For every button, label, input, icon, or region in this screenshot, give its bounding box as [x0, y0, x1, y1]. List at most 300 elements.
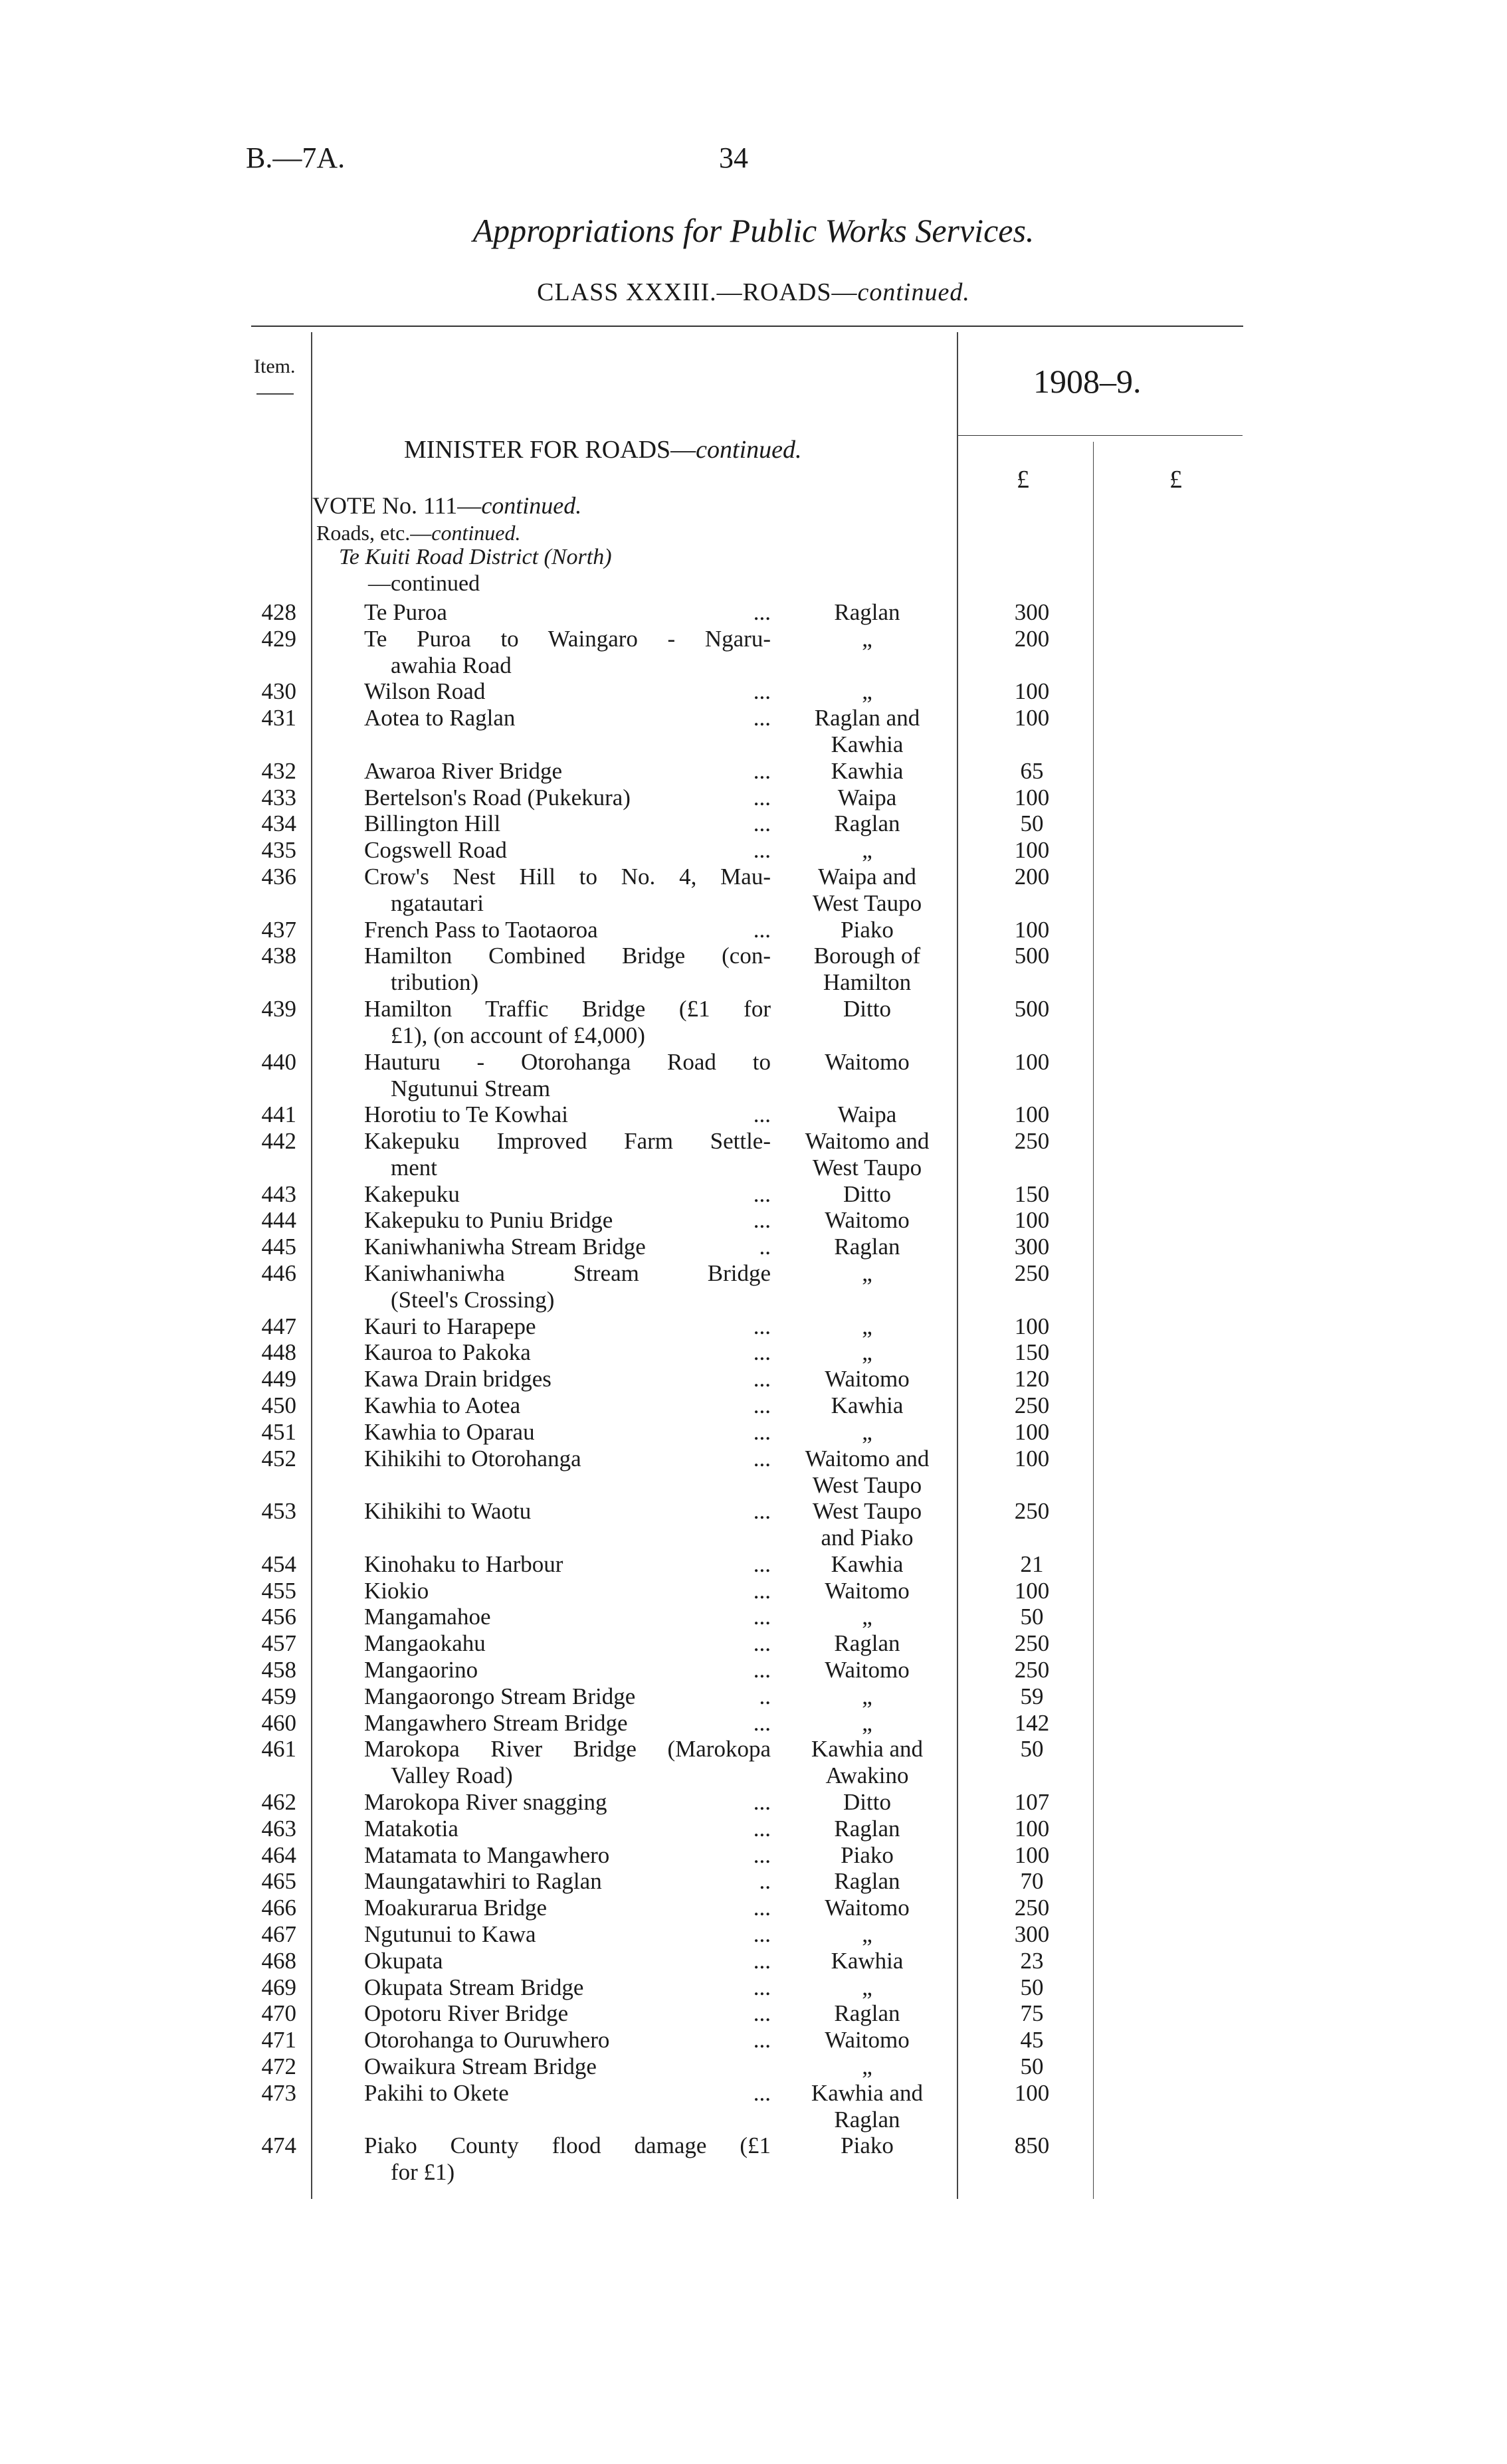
description-text: Aotea to Raglan [364, 705, 516, 731]
district-name-continued: West Taupo [812, 1155, 922, 1181]
description-line [364, 758, 771, 785]
page-number: 34 [719, 142, 748, 174]
item-description [364, 626, 771, 679]
amount-cell: 200 [1014, 864, 1050, 890]
amount-cell: 45 [1020, 2027, 1044, 2053]
district-cell [784, 1207, 950, 1234]
amount-cell: 70 [1020, 1868, 1044, 1895]
item-description [364, 1868, 771, 1895]
currency-symbol-total: £ [1169, 466, 1182, 494]
item-header-underline [256, 393, 294, 395]
description-line [364, 1234, 771, 1260]
amount-cell: 100 [1014, 1313, 1050, 1339]
description-text: Marokopa River Bridge (Marokopa [364, 1736, 771, 1762]
leader-dots: ... [753, 1392, 771, 1418]
description-continuation: for £1) [391, 2159, 455, 2186]
item-description [364, 810, 771, 837]
district-name: Waipa [837, 784, 897, 810]
leader-dots: ... [753, 1366, 771, 1392]
description-line [364, 1101, 771, 1128]
item-number: 452 [261, 1445, 296, 1471]
description-text: Wilson Road [364, 678, 486, 705]
description-text: Awaroa River Bridge [364, 757, 563, 784]
item-number: 432 [261, 757, 296, 784]
item-number: 442 [261, 1128, 296, 1154]
item-description [364, 1948, 771, 1974]
item-description [364, 917, 771, 943]
description-continuation: (Steel's Crossing) [391, 1287, 555, 1313]
leader-dots: ... [753, 757, 771, 784]
description-text: Mangaokahu [364, 1630, 486, 1657]
district-name: Waitomo [825, 1207, 910, 1234]
description-line [364, 1710, 771, 1737]
district-cell [784, 864, 950, 917]
district-cell [784, 837, 950, 864]
leader-dots: ... [753, 1445, 771, 1471]
district-name: Waitomo and [805, 1445, 930, 1471]
roads-heading [316, 521, 520, 545]
description-line [364, 2132, 771, 2159]
amount-cell: 100 [1014, 1445, 1050, 1471]
description-text: Hauturu - Otorohanga Road to [364, 1048, 771, 1075]
district-name: Piako [841, 916, 894, 943]
district-cell [784, 2132, 950, 2159]
item-description [364, 1101, 771, 1128]
item-description [364, 678, 771, 705]
item-description [364, 1551, 771, 1578]
amount-cell: 120 [1014, 1366, 1050, 1392]
description-text: Okupata [364, 1947, 443, 1974]
district-cell [784, 1446, 950, 1499]
district-name: West Taupo [812, 1498, 922, 1525]
amount-cell: 50 [1020, 2053, 1044, 2079]
item-description [364, 1366, 771, 1392]
item-number: 437 [261, 916, 296, 943]
item-description [364, 1498, 771, 1525]
amount-cell: 250 [1014, 1657, 1050, 1683]
district-cell [784, 2000, 950, 2027]
amount-cell: 250 [1014, 1260, 1050, 1286]
leader-dots: ... [753, 2000, 771, 2027]
amount-cell: 100 [1014, 916, 1050, 943]
leader-dots: ... [753, 1947, 771, 1974]
description-line [364, 1974, 771, 2001]
description-text: Kakepuku to Puniu Bridge [364, 1207, 613, 1234]
currency-symbol: £ [1017, 466, 1029, 494]
amount-cell: 75 [1020, 2000, 1044, 2027]
district-cell [784, 1948, 950, 1974]
description-text: Kinohaku to Harbour [364, 1551, 563, 1577]
description-text: Crow's Nest Hill to No. 4, Mau- [364, 864, 771, 890]
district-name: Raglan [834, 1630, 900, 1657]
description-line [364, 1260, 771, 1287]
description-line [364, 1181, 771, 1208]
district-cell [784, 1683, 950, 1710]
item-description [364, 1339, 771, 1366]
item-description [364, 1313, 771, 1340]
leader-dots: ... [753, 2079, 771, 2106]
item-number: 468 [261, 1947, 296, 1974]
district-cell [784, 2027, 950, 2053]
item-number: 436 [261, 864, 296, 890]
amount-cell: 250 [1014, 1392, 1050, 1418]
amount-cell: 500 [1014, 943, 1050, 969]
item-number: 467 [261, 1921, 296, 1947]
item-description [364, 1974, 771, 2001]
leader-dots: .. [759, 1683, 771, 1709]
district-continued: —continued [368, 571, 480, 596]
item-description [364, 1816, 771, 1842]
item-number: 444 [261, 1207, 296, 1234]
description-continuation: tribution) [391, 969, 479, 996]
district-name: Ditto [843, 996, 891, 1022]
description-continuation: Valley Road) [391, 1762, 513, 1789]
district-name: „ [862, 1974, 872, 2000]
roads-label: Roads, etc.— [316, 521, 432, 545]
district-cell [784, 1313, 950, 1340]
description-text: Kihikihi to Waotu [364, 1498, 532, 1525]
item-description [364, 943, 771, 996]
description-text: Kaniwhaniwha Stream Bridge [364, 1234, 646, 1260]
amount-cell: 300 [1014, 1234, 1050, 1260]
district-name: „ [862, 625, 872, 652]
description-continuation: awahia Road [391, 652, 512, 678]
district-cell [784, 1816, 950, 1842]
description-line [364, 2080, 771, 2107]
class-label: CLASS XXXIII.—ROADS— [537, 278, 858, 306]
amount-cell: 100 [1014, 837, 1050, 864]
leader-dots: .. [759, 1868, 771, 1895]
district-name-continued: Awakino [825, 1762, 909, 1789]
amount-cell: 50 [1020, 810, 1044, 837]
page-title: Appropriations for Public Works Services. [472, 212, 1035, 249]
item-number: 463 [261, 1815, 296, 1842]
amount-cell: 65 [1020, 757, 1044, 784]
description-text: Mangawhero Stream Bridge [364, 1709, 628, 1736]
description-text: Kawhia to Aotea [364, 1392, 521, 1418]
vote-continued: continued. [481, 492, 582, 519]
item-description [364, 2027, 771, 2053]
item-description [364, 1260, 771, 1313]
amount-cell: 50 [1020, 1736, 1044, 1762]
item-description [364, 2053, 771, 2080]
amount-cell: 150 [1014, 1339, 1050, 1366]
amount-cell: 300 [1014, 599, 1050, 625]
item-description [364, 1842, 771, 1869]
description-line [364, 864, 771, 890]
amount-cell: 850 [1014, 2132, 1050, 2159]
amount-cell: 100 [1014, 1577, 1050, 1604]
leader-dots: ... [753, 810, 771, 837]
district-name: Kawhia [831, 757, 904, 784]
description-text: Matakotia [364, 1815, 458, 1842]
item-description [364, 599, 771, 626]
item-description [364, 1630, 771, 1657]
description-text: Mangaorongo Stream Bridge [364, 1683, 636, 1709]
leader-dots: ... [753, 1101, 771, 1128]
district-cell [784, 1181, 950, 1208]
district-name: „ [862, 1709, 872, 1736]
district-cell [784, 1789, 950, 1816]
description-line [364, 1207, 771, 1234]
description-line [364, 1551, 771, 1578]
district-name: „ [862, 1418, 872, 1445]
roads-continued: continued. [431, 521, 521, 545]
amount-cell: 250 [1014, 1630, 1050, 1657]
description-text: Kauroa to Pakoka [364, 1339, 531, 1366]
district-cell [784, 1736, 950, 1789]
item-number: 461 [261, 1736, 296, 1762]
amount-cell: 142 [1014, 1709, 1050, 1736]
description-continuation: Ngutunui Stream [391, 1075, 551, 1101]
amount-cell: 100 [1014, 784, 1050, 810]
year-header: 1908–9. [1033, 363, 1142, 400]
description-line [364, 1419, 771, 1446]
description-line [364, 837, 771, 864]
leader-dots: ... [753, 1657, 771, 1683]
district-name-continued: and Piako [821, 1525, 914, 1551]
amount-cell: 100 [1014, 2079, 1050, 2106]
leader-dots: ... [753, 1709, 771, 1736]
district-cell [784, 1630, 950, 1657]
district-cell [784, 810, 950, 837]
district-cell [784, 626, 950, 652]
item-number: 435 [261, 837, 296, 864]
item-description [364, 1710, 771, 1737]
description-text: Piako County flood damage (£1 [364, 2132, 771, 2159]
district-cell [784, 2080, 950, 2133]
item-description [364, 1049, 771, 1102]
district-cell [784, 1895, 950, 1921]
item-number: 441 [261, 1101, 296, 1128]
description-line [364, 1895, 771, 1921]
item-column-divider [311, 332, 312, 2199]
description-line [364, 785, 771, 811]
district-cell [784, 1128, 950, 1181]
description-line [364, 1313, 771, 1340]
district-cell [784, 1101, 950, 1128]
district-cell [784, 1578, 950, 1604]
leader-dots: ... [753, 1604, 771, 1630]
leader-dots: ... [753, 1498, 771, 1525]
description-text: Horotiu to Te Kowhai [364, 1101, 569, 1128]
description-line [364, 1392, 771, 1419]
district-name: Waitomo [825, 1048, 910, 1075]
description-line [364, 1366, 771, 1392]
leader-dots: ... [753, 1207, 771, 1234]
district-name: Piako [841, 2132, 894, 2159]
district-name: Kawhia and [811, 1736, 924, 1762]
item-number: 473 [261, 2079, 296, 2106]
district-cell [784, 1868, 950, 1895]
header-rule [251, 326, 1243, 327]
amount-cell: 100 [1014, 1842, 1050, 1868]
item-number: 454 [261, 1551, 296, 1577]
item-description [364, 864, 771, 917]
description-text: Marokopa River snagging [364, 1789, 607, 1815]
item-description [364, 2000, 771, 2027]
description-text: Opotoru River Bridge [364, 2000, 569, 2027]
description-text: Kiokio [364, 1577, 429, 1604]
district-name: Waitomo [825, 1895, 910, 1921]
district-name: „ [862, 2053, 872, 2079]
district-name: Raglan [834, 1234, 900, 1260]
description-continuation: ment [391, 1155, 437, 1181]
description-text: Kawa Drain bridges [364, 1366, 552, 1392]
description-line [364, 996, 771, 1022]
vote-heading [312, 492, 581, 520]
district-name: Raglan and [814, 705, 920, 731]
description-text: Moakurarua Bridge [364, 1895, 548, 1921]
item-number: 457 [261, 1630, 296, 1657]
description-continuation: £1), (on account of £4,000) [391, 1022, 645, 1048]
amount-cell: 100 [1014, 678, 1050, 705]
district-cell [784, 678, 950, 705]
district-name: Raglan [834, 1868, 900, 1895]
description-text: Te Puroa to Waingaro - Ngaru- [364, 625, 771, 652]
district-cell [784, 1049, 950, 1076]
description-text: Hamilton Combined Bridge (con- [364, 943, 771, 969]
description-line [364, 705, 771, 731]
description-text: Kawhia to Oparau [364, 1418, 535, 1445]
item-description [364, 1181, 771, 1208]
district-name: Waitomo [825, 1657, 910, 1683]
leader-dots: ... [753, 1921, 771, 1947]
item-description [364, 1736, 771, 1789]
amount-cell: 150 [1014, 1181, 1050, 1207]
item-description [364, 785, 771, 811]
description-text: Kauri to Harapepe [364, 1313, 536, 1339]
district-cell [784, 1551, 950, 1578]
item-number: 428 [261, 599, 296, 625]
leader-dots: ... [753, 1815, 771, 1842]
amount-cell: 250 [1014, 1895, 1050, 1921]
item-number: 460 [261, 1709, 296, 1736]
vote-label: VOTE No. 111— [312, 492, 482, 519]
amount-cell: 100 [1014, 1101, 1050, 1128]
amount-cell: 300 [1014, 1921, 1050, 1947]
description-line [364, 1921, 771, 1948]
amount-cell: 100 [1014, 705, 1050, 731]
item-number: 464 [261, 1842, 296, 1868]
item-description [364, 1207, 771, 1234]
district-name-continued: West Taupo [812, 890, 922, 916]
leader-dots: ... [753, 1313, 771, 1339]
district-name: „ [862, 1683, 872, 1709]
district-cell [784, 1974, 950, 2001]
description-line [364, 1868, 771, 1895]
district-name-continued: Raglan [834, 2106, 900, 2132]
description-line [364, 1789, 771, 1816]
item-description [364, 1392, 771, 1419]
leader-dots: ... [753, 1789, 771, 1815]
item-description [364, 1446, 771, 1472]
item-description [364, 1419, 771, 1446]
district-cell [784, 917, 950, 943]
district-cell [784, 1710, 950, 1737]
description-line [364, 1604, 771, 1630]
description-text: Hamilton Traffic Bridge (£1 for [364, 996, 771, 1022]
description-text: Kakepuku Improved Farm Settle- [364, 1128, 771, 1154]
amount-cell: 100 [1014, 1048, 1050, 1075]
leader-dots: ... [753, 837, 771, 864]
district-name: Kawhia [831, 1947, 904, 1974]
leader-dots: ... [753, 784, 771, 810]
description-line [364, 1816, 771, 1842]
description-text: Otorohanga to Ouruwhero [364, 2027, 610, 2053]
district-cell [784, 1366, 950, 1392]
district-name: „ [862, 1313, 872, 1339]
amount-cell: 100 [1014, 1207, 1050, 1234]
description-text: Maungatawhiri to Raglan [364, 1868, 602, 1895]
item-number: 456 [261, 1604, 296, 1630]
class-heading [0, 278, 1507, 307]
item-description [364, 996, 771, 1049]
item-description [364, 2132, 771, 2186]
description-text: Matamata to Mangawhero [364, 1842, 610, 1868]
description-line [364, 943, 771, 969]
leader-dots: ... [753, 1577, 771, 1604]
item-description [364, 837, 771, 864]
amount-cell: 250 [1014, 1498, 1050, 1525]
item-description [364, 1895, 771, 1921]
description-text: Ngutunui to Kawa [364, 1921, 536, 1947]
description-text: Mangamahoe [364, 1604, 491, 1630]
district-name: Raglan [834, 810, 900, 837]
description-text: Cogswell Road [364, 837, 507, 864]
district-name: Waipa [837, 1101, 897, 1128]
description-line [364, 917, 771, 943]
description-line [364, 1736, 771, 1762]
leader-dots: ... [753, 1551, 771, 1577]
district-name: „ [862, 678, 872, 705]
description-text: Kaniwhaniwha Stream Bridge [364, 1260, 771, 1286]
amount-cell: 250 [1014, 1128, 1050, 1154]
item-number: 465 [261, 1868, 296, 1895]
description-text: Bertelson's Road (Pukekura) [364, 784, 631, 810]
district-cell [784, 1498, 950, 1551]
description-line [364, 1446, 771, 1472]
item-number: 446 [261, 1260, 296, 1286]
amount-cell: 59 [1020, 1683, 1044, 1709]
amount-cell: 23 [1020, 1947, 1044, 1974]
leader-dots: .. [759, 1234, 771, 1260]
item-number: 466 [261, 1895, 296, 1921]
description-text: Kihikihi to Otorohanga [364, 1445, 581, 1471]
item-description [364, 1234, 771, 1260]
document-code: B.—7A. [246, 142, 346, 174]
district-name: „ [862, 1921, 872, 1947]
district-cell [784, 943, 950, 996]
leader-dots: ... [753, 705, 771, 731]
item-description [364, 758, 771, 785]
description-text: Pakihi to Okete [364, 2079, 509, 2106]
description-text: Okupata Stream Bridge [364, 1974, 584, 2000]
item-number: 434 [261, 810, 296, 837]
leader-dots: ... [753, 678, 771, 705]
amount-cell: 100 [1014, 1815, 1050, 1842]
item-number: 443 [261, 1181, 296, 1207]
item-number: 458 [261, 1657, 296, 1683]
description-line [364, 1498, 771, 1525]
district-cell [784, 1392, 950, 1419]
district-name: „ [862, 1604, 872, 1630]
amount-column-divider [1093, 442, 1094, 2199]
leader-dots: ... [753, 1181, 771, 1207]
district-cell [784, 1339, 950, 1366]
description-text: Mangaorino [364, 1657, 478, 1683]
description-text: Owaikura Stream Bridge [364, 2053, 597, 2079]
